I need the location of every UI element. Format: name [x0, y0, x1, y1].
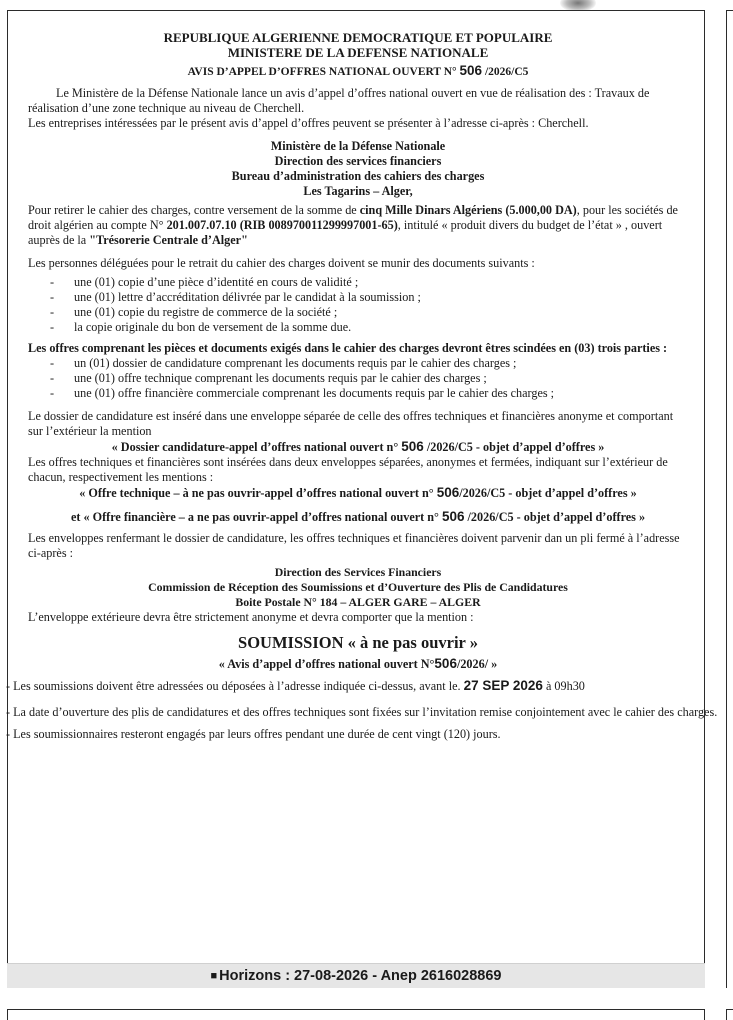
- footer-text: Horizons : 27-08-2026 - Anep 2616028869: [219, 968, 502, 984]
- avis-number: 506: [459, 63, 483, 78]
- next-ad-border: [7, 1009, 705, 1020]
- retrait-treasury: "Trésorerie Centrale d’Alger": [89, 233, 248, 247]
- square-bullet-icon: ■: [210, 970, 218, 982]
- enveloppe-exterieure-paragraph: L’enveloppe extérieure devra être strictement anonyme et devra comporter que la mention :: [28, 610, 474, 624]
- mention-financiere-number: 506: [441, 509, 465, 524]
- ad-content: [6, 30, 718, 749]
- delegues-list: [50, 275, 688, 335]
- deadline-line: [6, 678, 718, 694]
- retrait-account: 201.007.07.10 (RIB 008970011299997001-65): [166, 218, 398, 232]
- deadline-time: à 09h30: [545, 679, 585, 693]
- ouverture-line: - La date d’ouverture des plis de candidatures et des offres techniques sont fixées sur l’invitation remise conjointement avec le cahier des charges.: [6, 705, 718, 719]
- soumission-subtitle: [28, 656, 688, 672]
- address-block-2: [28, 565, 688, 610]
- deadline-prefix: - Les soumissions doivent être adressées ou déposées à l’adresse indiquée ci-dessus, avant le.: [6, 679, 461, 693]
- soumission-subtitle-prefix: « Avis d’appel d’offres national ouvert N°: [218, 657, 435, 671]
- offres-heading: Les offres comprenant les pièces et documents exigés dans le cahier des charges devront êtres scindées en (03) trois parties :: [28, 341, 668, 355]
- header-ministry: MINISTERE DE LA DEFENSE NATIONALE: [227, 45, 489, 60]
- header-republic: REPUBLIQUE ALGERIENNE DEMOCRATIQUE ET POPULAIRE: [163, 30, 553, 45]
- address1-line3: Bureau d’administration des cahiers des charges: [231, 169, 485, 183]
- soumission-number: 506: [434, 656, 457, 671]
- list-item: - une (01) copie d’une pièce d’identité en cours de validité ;: [50, 275, 688, 290]
- mention-financiere: [28, 509, 688, 525]
- mention-financiere-prefix: et « Offre financière – a ne pas ouvrir-appel d’offres national ouvert n°: [70, 510, 439, 524]
- retrait-amount: cinq Mille Dinars Algériens (5.000,00 DA): [359, 203, 577, 217]
- final-block: [6, 678, 718, 742]
- retrait-text-3: , intitulé « produit divers du budget de l’état » , ouvert auprès de la: [28, 218, 663, 247]
- address-block-1: [28, 139, 688, 199]
- mention-dossier-suffix: /2026/C5 - objet d’appel d’offres »: [426, 440, 605, 454]
- mention-technique-prefix: « Offre technique – à ne pas ouvrir-appel d’offres national ouvert n°: [79, 486, 434, 500]
- mention-dossier-prefix: « Dossier candidature-appel d’offres national ouvert n°: [111, 440, 399, 454]
- intro-paragraph-1: Le Ministère de la Défense Nationale lance un avis d’appel d’offres national ouvert en vue de réalisation des : Travaux de réalisation d’une zone technique au niveau de Cherchell.: [28, 86, 650, 115]
- mention-dossier-number: 506: [401, 439, 424, 454]
- soumission-title: SOUMISSION « à ne pas ouvrir »: [238, 633, 478, 652]
- address1-line2: Direction des services financiers: [274, 154, 442, 168]
- enveloppes-paragraph: Les enveloppes renfermant le dossier de candidature, les offres techniques et financières doivent parvenir dan un pli fermé à l’adresse ci-après :: [28, 531, 680, 560]
- adjacent-bottom-border: [726, 1009, 733, 1020]
- address1-line1: Ministère de la Défense Nationale: [270, 139, 446, 153]
- engagement-line: - Les soumissionnaires resteront engagés par leurs offres pendant une durée de cent vingt (120) jours.: [6, 727, 501, 741]
- retrait-paragraph: [28, 203, 688, 248]
- mention-technique: [28, 485, 688, 501]
- avis-title-prefix: AVIS D’APPEL D’OFFRES NATIONAL OUVERT N°: [187, 66, 457, 78]
- deadline-date: 27 SEP 2026: [463, 678, 543, 693]
- retrait-text-1: Pour retirer le cahier des charges, contre versement de la somme de: [28, 203, 360, 217]
- delegues-intro: Les personnes déléguées pour le retrait du cahier des charges doivent se munir des documents suivants :: [28, 256, 535, 270]
- list-item: - une (01) copie du registre de commerce de la société ;: [50, 305, 688, 320]
- mention-technique-number: 506: [436, 485, 460, 500]
- soumission-subtitle-suffix: /2026/ »: [456, 657, 498, 671]
- list-item: - la copie originale du bon de versement de la somme due.: [50, 320, 688, 335]
- intro-paragraph-2: Les entreprises intéressées par le présent avis d’appel d’offres peuvent se présenter à l’adresse ci-après : Cherchell.: [28, 116, 589, 130]
- mention-financiere-suffix: /2026/C5 - objet d’appel d’offres »: [467, 510, 646, 524]
- list-item: - une (01) offre financière commerciale comprenant les documents requis par le cahier des charges ;: [50, 386, 688, 401]
- dossier-paragraph: Le dossier de candidature est inséré dans une enveloppe séparée de celle des offres techniques et financières anonyme et comportant sur l’extérieur la mention: [28, 409, 674, 438]
- mention-technique-suffix: /2026/C5 - objet d’appel d’offres »: [459, 486, 637, 500]
- footer-bar: [7, 963, 705, 988]
- avis-title-suffix: /2026/C5: [484, 66, 529, 78]
- retrait-text-2: , pour les sociétés de droit algérien au compte N°: [28, 203, 678, 232]
- avis-title: [28, 63, 688, 80]
- list-item: - une (01) lettre d’accréditation délivrée par le candidat à la soumission ;: [50, 290, 688, 305]
- address2-line2: Commission de Réception des Soumissions et d’Ouverture des Plis de Candidatures: [148, 580, 568, 594]
- address1-line4: Les Tagarins – Alger,: [303, 184, 413, 198]
- adjacent-column-border: [726, 10, 733, 988]
- address2-line1: Direction des Services Financiers: [274, 565, 442, 579]
- mention-dossier: [28, 439, 688, 455]
- list-item: - un (01) dossier de candidature comprenant les documents requis par le cahier des charges ;: [50, 356, 688, 371]
- address2-line3: Boite Postale N° 184 – ALGER GARE – ALGER: [235, 595, 481, 609]
- offres-list: [50, 356, 688, 401]
- offres-enveloppes-paragraph: Les offres techniques et financières sont insérées dans deux enveloppes séparées, anonymes et fermées, indiquant sur l’extérieur de chacun, respectivement les mentions :: [28, 455, 668, 484]
- list-item: - une (01) offre technique comprenant les documents requis par le cahier des charges ;: [50, 371, 688, 386]
